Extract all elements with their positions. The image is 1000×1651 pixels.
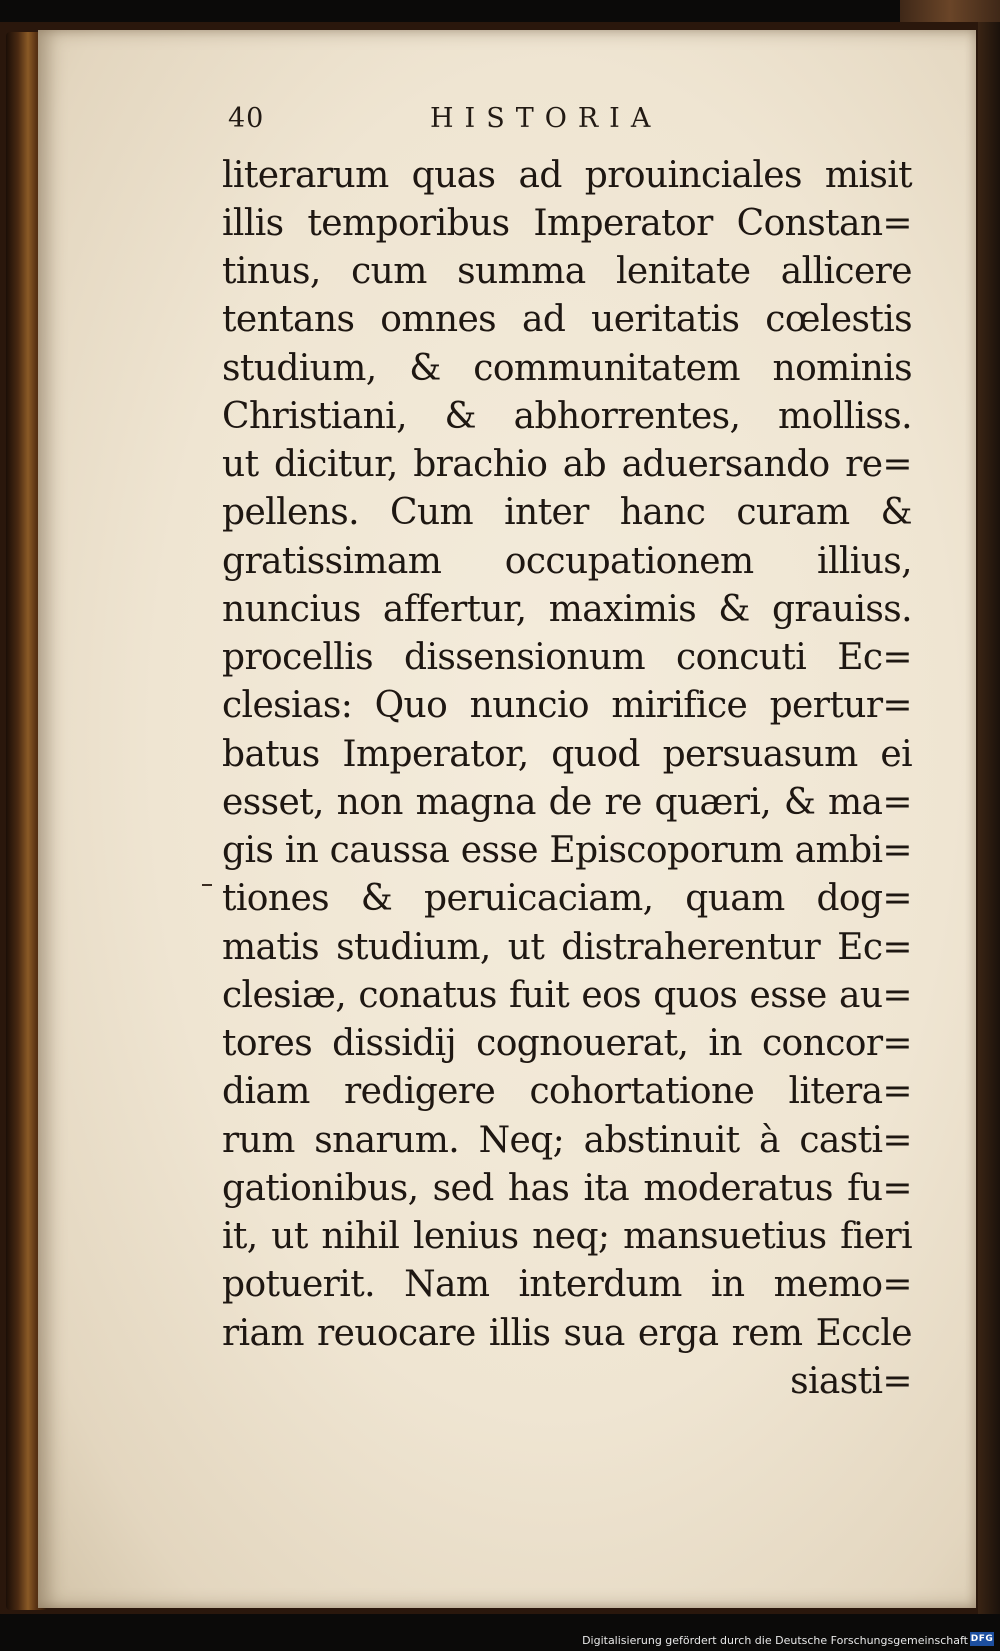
text-line: riam reuocare illis sua erga rem Eccle (222, 1313, 912, 1354)
text-line: Christiani, & abhorrentes, molliss. (222, 396, 912, 437)
text-line: tentans omnes ad ueritatis cœlestis (222, 299, 912, 340)
page-number: 40 (228, 103, 265, 134)
catchword: siasti= (790, 1361, 912, 1402)
text-line: rum snarum. Neq; abstinuit à casti= (222, 1120, 912, 1161)
scan-background-top (0, 0, 1000, 24)
text-line: potuerit. Nam interdum in memo= (222, 1264, 912, 1305)
book-cover-right-edge (978, 22, 1000, 1614)
text-line: gis in caussa esse Episcoporum ambi= (222, 830, 912, 871)
text-line: clesias: Quo nuncio mirifice pertur= (222, 685, 912, 726)
text-line: diam redigere cohortatione litera= (222, 1071, 912, 1112)
text-line: tinus, cum summa lenitate allicere (222, 251, 912, 292)
text-line: gationibus, sed has ita moderatus fu= (222, 1168, 912, 1209)
text-line: procellis dissensionum concuti Ec= (222, 637, 912, 678)
text-line: illis temporibus Imperator Constan= (222, 203, 912, 244)
dfg-logo: DFG (970, 1634, 994, 1644)
text-line: nuncius affertur, maximis & grauiss. (222, 589, 912, 630)
text-line: clesiæ, conatus fuit eos quos esse au= (222, 975, 912, 1016)
text-line: studium, & communitatem nominis (222, 348, 912, 389)
text-line: batus Imperator, quod persuasum ei (222, 734, 912, 775)
digitization-credit: Digitalisierung gefördert durch die Deutsche Forschungsgemeinschaft (582, 1634, 968, 1647)
text-line: matis studium, ut distraherentur Ec= (222, 927, 912, 968)
running-head-title: HISTORIA (430, 103, 662, 134)
margin-mark (202, 884, 212, 886)
book-cover-corner (900, 0, 1000, 24)
text-line: tiones & peruicaciam, quam dog= (222, 878, 912, 919)
text-line: literarum quas ad prouinciales misit (222, 155, 912, 196)
text-line: pellens. Cum inter hanc curam & (222, 492, 912, 533)
running-head (228, 103, 748, 143)
text-line: gratissimam occupationem illius, (222, 541, 912, 582)
text-line: ut dicitur, brachio ab aduersando re= (222, 444, 912, 485)
text-line: esset, non magna de re quæri, & ma= (222, 782, 912, 823)
text-line: tores dissidij cognouerat, in concor= (222, 1023, 912, 1064)
text-line: it, ut nihil lenius neq; mansuetius fieri (222, 1216, 912, 1257)
